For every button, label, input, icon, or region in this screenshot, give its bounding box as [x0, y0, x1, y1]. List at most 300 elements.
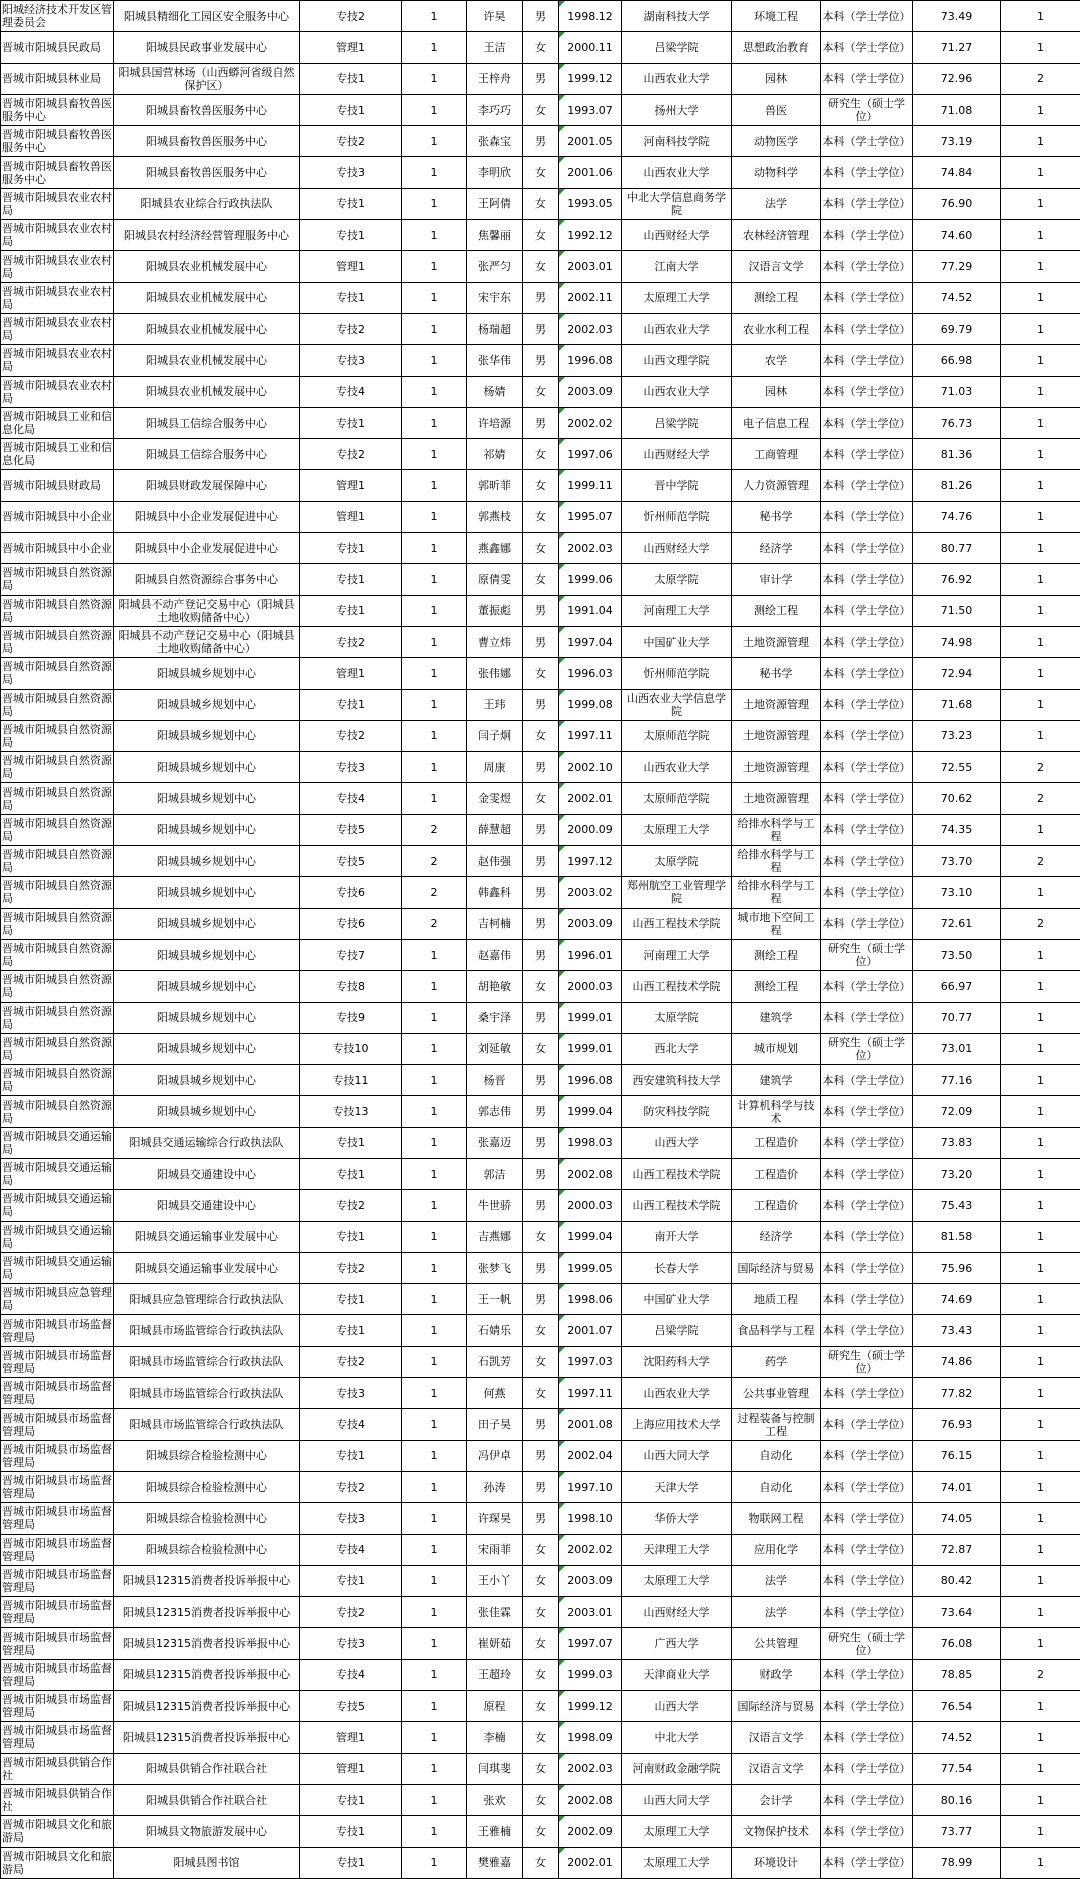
gender-cell: 女 — [523, 658, 559, 689]
employer-cell: 晋城市阳城县农业农村局 — [1, 188, 114, 219]
degree-cell: 本科（学士学位） — [821, 63, 913, 94]
table-row — [1, 720, 1080, 751]
employer-cell: 晋城市阳城县自然资源局 — [1, 846, 114, 877]
quota-cell: 1 — [402, 32, 467, 63]
employer-cell: 晋城市阳城县自然资源局 — [1, 1065, 114, 1096]
name-cell: 曹立炜 — [467, 626, 523, 657]
unit-cell: 阳城县财政发展保障中心 — [114, 470, 300, 501]
gender-cell: 男 — [523, 313, 559, 344]
school-cell: 吕梁学院 — [622, 407, 732, 438]
major-cell: 动物科学 — [732, 157, 821, 188]
position-cell: 管理1 — [300, 32, 402, 63]
unit-cell: 阳城县城乡规划中心 — [114, 846, 300, 877]
birth-date-cell: 2002.02 — [559, 1534, 622, 1565]
rank-cell: 1 — [1001, 1722, 1080, 1753]
birth-date-cell: 2001.06 — [559, 157, 622, 188]
position-cell: 专技2 — [300, 1471, 402, 1502]
gender-cell: 男 — [523, 1252, 559, 1283]
score-cell: 76.08 — [913, 1628, 1001, 1659]
school-cell: 山西大学 — [622, 1691, 732, 1722]
rank-cell: 1 — [1001, 564, 1080, 595]
birth-date-cell: 2003.01 — [559, 1597, 622, 1628]
quota-cell: 2 — [402, 908, 467, 939]
school-cell: 山西农业大学 — [622, 376, 732, 407]
results-table-body — [1, 1, 1080, 1879]
name-cell: 王梓舟 — [467, 63, 523, 94]
gender-cell: 女 — [523, 1816, 559, 1847]
score-cell: 74.86 — [913, 1346, 1001, 1377]
rank-cell: 1 — [1001, 126, 1080, 157]
quota-cell: 1 — [402, 94, 467, 125]
school-cell: 湖南科技大学 — [622, 1, 732, 32]
school-cell: 山西大同大学 — [622, 1784, 732, 1815]
table-row — [1, 94, 1080, 125]
major-cell: 汉语言文学 — [732, 1722, 821, 1753]
unit-cell: 阳城县供销合作社联合社 — [114, 1753, 300, 1784]
degree-cell: 本科（学士学位） — [821, 595, 913, 626]
score-cell: 71.08 — [913, 94, 1001, 125]
degree-cell: 本科（学士学位） — [821, 1722, 913, 1753]
employer-cell: 晋城市阳城县畜牧兽医服务中心 — [1, 94, 114, 125]
school-cell: 沈阳药科大学 — [622, 1346, 732, 1377]
birth-date-cell: 1999.04 — [559, 1096, 622, 1127]
degree-cell: 本科（学士学位） — [821, 282, 913, 313]
score-cell: 78.85 — [913, 1659, 1001, 1690]
degree-cell: 本科（学士学位） — [821, 1565, 913, 1596]
major-cell: 文物保护技术 — [732, 1816, 821, 1847]
rank-cell: 1 — [1001, 1002, 1080, 1033]
school-cell: 山西财经大学 — [622, 533, 732, 564]
position-cell: 专技3 — [300, 1628, 402, 1659]
rank-cell: 1 — [1001, 626, 1080, 657]
score-cell: 73.64 — [913, 1597, 1001, 1628]
major-cell: 公共事业管理 — [732, 1378, 821, 1409]
school-cell: 山西财经大学 — [622, 220, 732, 251]
score-cell: 72.96 — [913, 63, 1001, 94]
rank-cell: 1 — [1001, 220, 1080, 251]
quota-cell: 1 — [402, 1503, 467, 1534]
unit-cell: 阳城县综合检验检测中心 — [114, 1471, 300, 1502]
score-cell: 74.05 — [913, 1503, 1001, 1534]
major-cell: 应用化学 — [732, 1534, 821, 1565]
gender-cell: 男 — [523, 282, 559, 313]
employer-cell: 晋城市阳城县市场监督管理局 — [1, 1565, 114, 1596]
table-row — [1, 1784, 1080, 1815]
school-cell: 郑州航空工业管理学院 — [622, 877, 732, 908]
major-cell: 电子信息工程 — [732, 407, 821, 438]
gender-cell: 男 — [523, 1503, 559, 1534]
employer-cell: 晋城市阳城县市场监督管理局 — [1, 1597, 114, 1628]
degree-cell: 本科（学士学位） — [821, 345, 913, 376]
gender-cell: 女 — [523, 1315, 559, 1346]
score-cell: 66.97 — [913, 971, 1001, 1002]
name-cell: 王洁 — [467, 32, 523, 63]
rank-cell: 1 — [1001, 533, 1080, 564]
name-cell: 许琛昊 — [467, 1503, 523, 1534]
school-cell: 山西财经大学 — [622, 1597, 732, 1628]
quota-cell: 1 — [402, 1065, 467, 1096]
gender-cell: 男 — [523, 939, 559, 970]
employer-cell: 晋城市阳城县文化和旅游局 — [1, 1847, 114, 1878]
quota-cell: 1 — [402, 1002, 467, 1033]
rank-cell: 1 — [1001, 1816, 1080, 1847]
gender-cell: 男 — [523, 1158, 559, 1189]
major-cell: 土地资源管理 — [732, 783, 821, 814]
employer-cell: 晋城市阳城县工业和信息化局 — [1, 407, 114, 438]
position-cell: 专技1 — [300, 1284, 402, 1315]
score-cell: 73.01 — [913, 1033, 1001, 1064]
name-cell: 郭志伟 — [467, 1096, 523, 1127]
name-cell: 吉柯楠 — [467, 908, 523, 939]
quota-cell: 1 — [402, 720, 467, 751]
rank-cell: 1 — [1001, 877, 1080, 908]
quota-cell: 1 — [402, 626, 467, 657]
unit-cell: 阳城县农业机械发展中心 — [114, 251, 300, 282]
position-cell: 专技1 — [300, 1847, 402, 1878]
degree-cell: 本科（学士学位） — [821, 1158, 913, 1189]
table-row — [1, 220, 1080, 251]
table-row — [1, 1158, 1080, 1189]
quota-cell: 1 — [402, 282, 467, 313]
name-cell: 焦馨丽 — [467, 220, 523, 251]
degree-cell: 本科（学士学位） — [821, 313, 913, 344]
birth-date-cell: 1999.12 — [559, 63, 622, 94]
school-cell: 河南财政金融学院 — [622, 1753, 732, 1784]
major-cell: 城市规划 — [732, 1033, 821, 1064]
rank-cell: 1 — [1001, 1597, 1080, 1628]
rank-cell: 1 — [1001, 313, 1080, 344]
score-cell: 71.68 — [913, 689, 1001, 720]
school-cell: 华侨大学 — [622, 1503, 732, 1534]
employer-cell: 阳城经济技术开发区管理委员会 — [1, 1, 114, 32]
unit-cell: 阳城县市场监管综合行政执法队 — [114, 1315, 300, 1346]
table-row — [1, 407, 1080, 438]
name-cell: 张梦飞 — [467, 1252, 523, 1283]
degree-cell: 本科（学士学位） — [821, 908, 913, 939]
school-cell: 忻州师范学院 — [622, 501, 732, 532]
rank-cell: 1 — [1001, 32, 1080, 63]
school-cell: 吕梁学院 — [622, 1315, 732, 1346]
major-cell: 农林经济管理 — [732, 220, 821, 251]
score-cell: 73.49 — [913, 1, 1001, 32]
name-cell: 王阿倩 — [467, 188, 523, 219]
rank-cell: 1 — [1001, 1628, 1080, 1659]
employer-cell: 晋城市阳城县民政局 — [1, 32, 114, 63]
major-cell: 土地资源管理 — [732, 689, 821, 720]
table-row — [1, 1722, 1080, 1753]
degree-cell: 本科（学士学位） — [821, 783, 913, 814]
table-row — [1, 533, 1080, 564]
degree-cell: 本科（学士学位） — [821, 1315, 913, 1346]
employer-cell: 晋城市阳城县自然资源局 — [1, 564, 114, 595]
birth-date-cell: 2001.08 — [559, 1409, 622, 1440]
table-row — [1, 814, 1080, 845]
score-cell: 72.09 — [913, 1096, 1001, 1127]
position-cell: 专技2 — [300, 1, 402, 32]
quota-cell: 1 — [402, 220, 467, 251]
unit-cell: 阳城县畜牧兽医服务中心 — [114, 94, 300, 125]
unit-cell: 阳城县不动产登记交易中心（阳城县土地收购储备中心） — [114, 626, 300, 657]
degree-cell: 本科（学士学位） — [821, 533, 913, 564]
rank-cell: 2 — [1001, 752, 1080, 783]
table-row — [1, 282, 1080, 313]
unit-cell: 阳城县民政事业发展中心 — [114, 32, 300, 63]
position-cell: 专技1 — [300, 188, 402, 219]
degree-cell: 本科（学士学位） — [821, 376, 913, 407]
table-row — [1, 564, 1080, 595]
quota-cell: 1 — [402, 376, 467, 407]
employer-cell: 晋城市阳城县自然资源局 — [1, 971, 114, 1002]
name-cell: 王玮 — [467, 689, 523, 720]
degree-cell: 本科（学士学位） — [821, 626, 913, 657]
name-cell: 樊雅嘉 — [467, 1847, 523, 1878]
position-cell: 专技1 — [300, 94, 402, 125]
employer-cell: 晋城市阳城县市场监督管理局 — [1, 1346, 114, 1377]
name-cell: 石凯芳 — [467, 1346, 523, 1377]
quota-cell: 1 — [402, 470, 467, 501]
major-cell: 测绘工程 — [732, 971, 821, 1002]
major-cell: 给排水科学与工程 — [732, 877, 821, 908]
quota-cell: 1 — [402, 595, 467, 626]
name-cell: 杨晋 — [467, 1065, 523, 1096]
quota-cell: 1 — [402, 1158, 467, 1189]
table-row — [1, 501, 1080, 532]
school-cell: 江南大学 — [622, 251, 732, 282]
position-cell: 专技1 — [300, 1221, 402, 1252]
gender-cell: 女 — [523, 1753, 559, 1784]
name-cell: 张华伟 — [467, 345, 523, 376]
unit-cell: 阳城县12315消费者投诉举报中心 — [114, 1722, 300, 1753]
table-row — [1, 1252, 1080, 1283]
quota-cell: 1 — [402, 1127, 467, 1158]
birth-date-cell: 2001.05 — [559, 126, 622, 157]
gender-cell: 女 — [523, 1847, 559, 1878]
score-cell: 81.36 — [913, 439, 1001, 470]
degree-cell: 本科（学士学位） — [821, 1096, 913, 1127]
birth-date-cell: 1997.12 — [559, 846, 622, 877]
table-row — [1, 1409, 1080, 1440]
birth-date-cell: 1999.12 — [559, 1691, 622, 1722]
degree-cell: 本科（学士学位） — [821, 32, 913, 63]
degree-cell: 本科（学士学位） — [821, 1221, 913, 1252]
rank-cell: 1 — [1001, 376, 1080, 407]
birth-date-cell: 1996.03 — [559, 658, 622, 689]
name-cell: 赵嘉伟 — [467, 939, 523, 970]
score-cell: 73.19 — [913, 126, 1001, 157]
degree-cell: 本科（学士学位） — [821, 1503, 913, 1534]
rank-cell: 1 — [1001, 251, 1080, 282]
name-cell: 冯伊卓 — [467, 1440, 523, 1471]
table-row — [1, 345, 1080, 376]
position-cell: 专技6 — [300, 908, 402, 939]
gender-cell: 女 — [523, 1534, 559, 1565]
gender-cell: 女 — [523, 501, 559, 532]
birth-date-cell: 1996.01 — [559, 939, 622, 970]
rank-cell: 1 — [1001, 1190, 1080, 1221]
table-row — [1, 658, 1080, 689]
position-cell: 专技1 — [300, 1816, 402, 1847]
school-cell: 西安建筑科技大学 — [622, 1065, 732, 1096]
table-row — [1, 877, 1080, 908]
name-cell: 薛慧超 — [467, 814, 523, 845]
table-row — [1, 1284, 1080, 1315]
position-cell: 专技1 — [300, 407, 402, 438]
gender-cell: 女 — [523, 220, 559, 251]
rank-cell: 1 — [1001, 658, 1080, 689]
rank-cell: 1 — [1001, 1284, 1080, 1315]
employer-cell: 晋城市阳城县交通运输局 — [1, 1221, 114, 1252]
position-cell: 专技4 — [300, 783, 402, 814]
unit-cell: 阳城县城乡规划中心 — [114, 1033, 300, 1064]
score-cell: 76.90 — [913, 188, 1001, 219]
gender-cell: 男 — [523, 1284, 559, 1315]
major-cell: 药学 — [732, 1346, 821, 1377]
degree-cell: 本科（学士学位） — [821, 689, 913, 720]
gender-cell: 男 — [523, 407, 559, 438]
degree-cell: 本科（学士学位） — [821, 1409, 913, 1440]
unit-cell: 阳城县交通运输综合行政执法队 — [114, 1127, 300, 1158]
position-cell: 专技4 — [300, 376, 402, 407]
score-cell: 76.93 — [913, 1409, 1001, 1440]
position-cell: 专技1 — [300, 1158, 402, 1189]
name-cell: 闫子炯 — [467, 720, 523, 751]
table-row — [1, 1534, 1080, 1565]
gender-cell: 女 — [523, 1597, 559, 1628]
degree-cell: 本科（学士学位） — [821, 1471, 913, 1502]
name-cell: 何燕 — [467, 1378, 523, 1409]
birth-date-cell: 2002.09 — [559, 1816, 622, 1847]
name-cell: 郭燕枝 — [467, 501, 523, 532]
quota-cell: 1 — [402, 1033, 467, 1064]
birth-date-cell: 2002.03 — [559, 533, 622, 564]
score-cell: 73.20 — [913, 1158, 1001, 1189]
position-cell: 专技1 — [300, 1440, 402, 1471]
gender-cell: 女 — [523, 720, 559, 751]
table-row — [1, 1096, 1080, 1127]
major-cell: 城市地下空间工程 — [732, 908, 821, 939]
major-cell: 测绘工程 — [732, 939, 821, 970]
quota-cell: 1 — [402, 1378, 467, 1409]
unit-cell: 阳城县城乡规划中心 — [114, 877, 300, 908]
school-cell: 晋中学院 — [622, 470, 732, 501]
employer-cell: 晋城市阳城县市场监督管理局 — [1, 1503, 114, 1534]
table-row — [1, 1, 1080, 32]
degree-cell: 本科（学士学位） — [821, 1002, 913, 1033]
position-cell: 专技2 — [300, 1190, 402, 1221]
gender-cell: 女 — [523, 1033, 559, 1064]
major-cell: 测绘工程 — [732, 595, 821, 626]
unit-cell: 阳城县图书馆 — [114, 1847, 300, 1878]
unit-cell: 阳城县综合检验检测中心 — [114, 1440, 300, 1471]
gender-cell: 男 — [523, 1440, 559, 1471]
quota-cell: 2 — [402, 846, 467, 877]
table-row — [1, 1628, 1080, 1659]
major-cell: 法学 — [732, 1565, 821, 1596]
table-row — [1, 626, 1080, 657]
gender-cell: 女 — [523, 32, 559, 63]
major-cell: 过程装备与控制工程 — [732, 1409, 821, 1440]
gender-cell: 男 — [523, 595, 559, 626]
name-cell: 许培源 — [467, 407, 523, 438]
birth-date-cell: 1999.04 — [559, 1221, 622, 1252]
score-cell: 81.58 — [913, 1221, 1001, 1252]
degree-cell: 研究生（硕士学位） — [821, 1628, 913, 1659]
school-cell: 太原理工大学 — [622, 1816, 732, 1847]
name-cell: 王雅楠 — [467, 1816, 523, 1847]
unit-cell: 阳城县城乡规划中心 — [114, 783, 300, 814]
major-cell: 法学 — [732, 1597, 821, 1628]
score-cell: 76.54 — [913, 1691, 1001, 1722]
score-cell: 73.70 — [913, 846, 1001, 877]
employer-cell: 晋城市阳城县农业农村局 — [1, 345, 114, 376]
gender-cell: 男 — [523, 345, 559, 376]
birth-date-cell: 2002.08 — [559, 1784, 622, 1815]
name-cell: 王小丫 — [467, 1565, 523, 1596]
quota-cell: 1 — [402, 1597, 467, 1628]
employer-cell: 晋城市阳城县市场监督管理局 — [1, 1315, 114, 1346]
table-row — [1, 157, 1080, 188]
degree-cell: 本科（学士学位） — [821, 658, 913, 689]
school-cell: 山西农业大学 — [622, 157, 732, 188]
score-cell: 74.76 — [913, 501, 1001, 532]
rank-cell: 2 — [1001, 908, 1080, 939]
unit-cell: 阳城县应急管理综合行政执法队 — [114, 1284, 300, 1315]
degree-cell: 本科（学士学位） — [821, 126, 913, 157]
unit-cell: 阳城县自然资源综合事务中心 — [114, 564, 300, 595]
gender-cell: 女 — [523, 439, 559, 470]
quota-cell: 1 — [402, 1722, 467, 1753]
rank-cell: 1 — [1001, 501, 1080, 532]
school-cell: 山西工程技术学院 — [622, 1190, 732, 1221]
birth-date-cell: 2000.11 — [559, 32, 622, 63]
major-cell: 国际经济与贸易 — [732, 1691, 821, 1722]
birth-date-cell: 2003.09 — [559, 1565, 622, 1596]
name-cell: 孙涛 — [467, 1471, 523, 1502]
unit-cell: 阳城县综合检验检测中心 — [114, 1503, 300, 1534]
birth-date-cell: 1999.01 — [559, 1033, 622, 1064]
quota-cell: 1 — [402, 1565, 467, 1596]
gender-cell: 女 — [523, 188, 559, 219]
major-cell: 测绘工程 — [732, 282, 821, 313]
score-cell: 76.73 — [913, 407, 1001, 438]
unit-cell: 阳城县城乡规划中心 — [114, 658, 300, 689]
major-cell: 经济学 — [732, 533, 821, 564]
name-cell: 郭昕菲 — [467, 470, 523, 501]
employer-cell: 晋城市阳城县交通运输局 — [1, 1252, 114, 1283]
degree-cell: 本科（学士学位） — [821, 814, 913, 845]
gender-cell: 男 — [523, 1002, 559, 1033]
quota-cell: 1 — [402, 501, 467, 532]
position-cell: 专技4 — [300, 1409, 402, 1440]
unit-cell: 阳城县市场监管综合行政执法队 — [114, 1378, 300, 1409]
score-cell: 73.83 — [913, 1127, 1001, 1158]
position-cell: 管理1 — [300, 470, 402, 501]
gender-cell: 男 — [523, 814, 559, 845]
position-cell: 专技2 — [300, 439, 402, 470]
rank-cell: 1 — [1001, 470, 1080, 501]
quota-cell: 1 — [402, 439, 467, 470]
position-cell: 专技10 — [300, 1033, 402, 1064]
unit-cell: 阳城县农业机械发展中心 — [114, 282, 300, 313]
employer-cell: 晋城市阳城县财政局 — [1, 470, 114, 501]
gender-cell: 女 — [523, 376, 559, 407]
degree-cell: 本科（学士学位） — [821, 1691, 913, 1722]
name-cell: 吉燕娜 — [467, 1221, 523, 1252]
table-row — [1, 1816, 1080, 1847]
score-cell: 73.77 — [913, 1816, 1001, 1847]
score-cell: 71.50 — [913, 595, 1001, 626]
gender-cell: 女 — [523, 470, 559, 501]
